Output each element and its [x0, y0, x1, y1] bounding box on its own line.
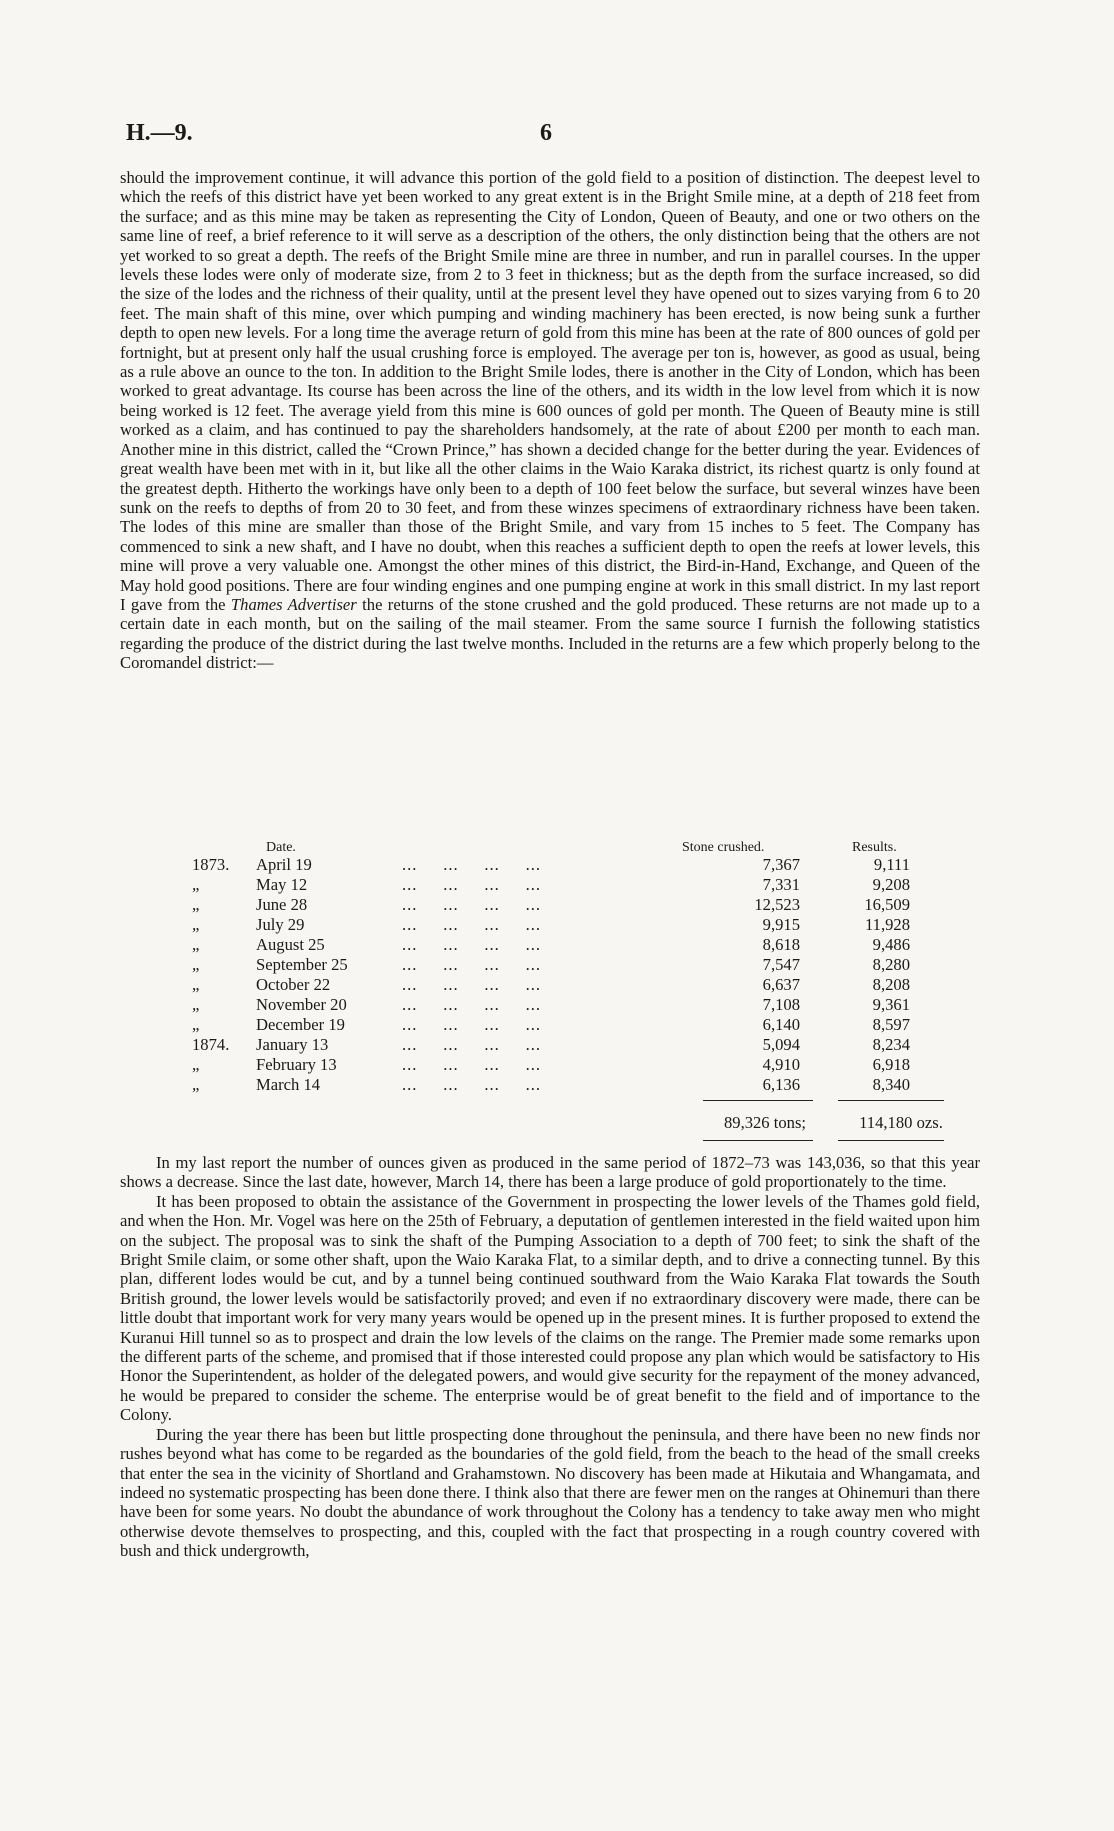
paragraph-mining-report: [120, 168, 980, 673]
table-row: „ July 29 ... ... ... ... 9,915 11,928: [192, 915, 910, 934]
table-row: „ September 25 ... ... ... ... 7,547 8,280: [192, 955, 910, 974]
document-reference: H.—9.: [126, 120, 193, 146]
header-date: Date.: [266, 840, 296, 855]
total-results: 114,180 ozs.: [859, 1113, 943, 1132]
table-row: „ November 20 ... ... ... ... 7,108 9,361: [192, 995, 910, 1014]
table-row: 1873. April 19 ... ... ... ... 7,367 9,111: [192, 855, 910, 874]
table-row: „ June 28 ... ... ... ... 12,523 16,509: [192, 895, 910, 914]
page-number: 6: [540, 120, 552, 146]
paragraph-text: the returns of the stone crushed and the gold produced. These returns are not made up to a certain date in each month, but on the sailing of the mail steamer. From the same source I furnish the following statistics regarding the produce of the district during the last twelve months. Included in the returns are a few which properly belong to the Coromandel district:—: [120, 594, 980, 673]
header-stone-crushed: Stone crushed.: [682, 840, 765, 855]
total-underline-stone: [703, 1140, 813, 1141]
paragraph-text: should the improvement continue, it will advance this portion of the gold field to a position of distinction. The deepest level to which the reefs of this district have yet been worked to any great extent is in the Bright Smile mine, at a depth of 218 feet from the surface; and as this mine may be taken as representing the City of London, Queen of Beauty, and one or two others on the same line of reef, a brief reference to it will serve as a description of the others, the only distinction being that the others are not yet worked to so great a depth. The reefs of the Bright Smile mine are three in number, and run in parallel courses. In the upper levels these lodes were only of moderate size, from 2 to 3 feet in thickness; but as the depth from the surface increased, so did the size of the lodes and the richness of their quality, until at the present level they have opened out to sizes varying from 6 to 20 feet. The main shaft of this mine, over which pumping and winding machinery has been erected, is now being sunk a further depth to open new levels. For a long time the average return of gold from this mine has been at the rate of 800 ounces of gold per fortnight, but at present only half the usual crushing force is employed. The average per ton is, however, as good as usual, being as a rule above an ounce to the ton. In addition to the Bright Smile lodes, there is another in the City of London, which has been worked to great advantage. Its course has been across the line of the others, and its width in the low level from which it is now being worked is 12 feet. The average yield from this mine is 600 ounces of gold per month. The Queen of Beauty mine is still worked as a claim, and has continued to pay the shareholders handsomely, at the rate of about £200 per month to each man. Another mine in this district, called the “Crown Prince,” has shown a decided change for the better during the year. Evidences of great wealth have been met with in it, but like all the other claims in the Waio Karaka district, its richest quartz is only found at the greatest depth. Hitherto the workings have only been to a depth of 100 feet below the surface, but several winzes have been sunk on the reefs to depths of from 20 to 30 feet, and from these winzes specimens of extraordinary richness have been taken. The lodes of this mine are smaller than those of the Bright Smile, and vary from 15 inches to 5 feet. The Company has commenced to sink a new shaft, and I have no doubt, when this reaches a sufficient depth to open the reefs at lower levels, this mine will prove a very valuable one. Amongst the other mines of this district, the Bird-in-Hand, Exchange, and Queen of the May hold good positions. There are four winding engines and one pumping engine at work in this small district. In my last report I gave from the: [120, 168, 980, 614]
total-stone-crushed: 89,326 tons;: [723, 1113, 807, 1132]
total-rule-results: [838, 1100, 944, 1101]
paragraph-decrease: In my last report the number of ounces given as produced in the same period of 1872–73 was 143,036, so that this year shows a decrease. Since the last date, however, March 14, there has been a large produce of gold proportionately to the time.: [120, 1153, 980, 1192]
table-row: „ March 14 ... ... ... ... 6,136 8,340: [192, 1075, 910, 1094]
table-row: 1874. January 13 ... ... ... ... 5,094 8,234: [192, 1035, 910, 1054]
table-row: „ August 25 ... ... ... ... 8,618 9,486: [192, 935, 910, 954]
table-row: „ October 22 ... ... ... ... 6,637 8,208: [192, 975, 910, 994]
newspaper-title: Thames Advertiser: [230, 594, 357, 614]
table-row: „ May 12 ... ... ... ... 7,331 9,208: [192, 875, 910, 894]
paragraph-prospecting: During the year there has been but little prospecting done throughout the peninsula, and there have been no new finds nor rushes beyond what has come to be regarded as the boundaries of the gold field, from the beach to the head of the small creeks that enter the sea in the vicinity of Shortland and Grahamstown. No discovery has been made at Hikutaia and Whangamata, and indeed no systematic prospecting has been done there. I think also that there are fewer men on the ranges at Ohinemuri than there have been for some years. No doubt the abundance of work throughout the Colony has a tendency to take away men who might otherwise devote themselves to prospecting, and this, coupled with the fact that prospecting in a rough country covered with bush and thick undergrowth,: [120, 1424, 980, 1561]
total-underline-results: [838, 1140, 944, 1141]
table-total-row: [0, 1113, 1114, 1133]
table-row: „ December 19 ... ... ... ... 6,140 8,597: [192, 1015, 910, 1034]
total-rule-stone: [703, 1100, 813, 1101]
body-text-lower: [120, 1153, 980, 1561]
paragraph-government-proposal: It has been proposed to obtain the assistance of the Government in prospecting the lower levels of the Thames gold field, and when the Hon. Mr. Vogel was here on the 25th of February, a deputation of gentlemen interested in the field waited upon him on the subject. The proposal was to sink the shaft of the Pumping Association to a depth of 700 feet; to sink the shaft of the Bright Smile claim, or some other shaft, upon the Waio Karaka Flat, to a similar depth, and to drive a connecting tunnel. By this plan, different lodes would be cut, and by a tunnel being continued southward from the Waio Karaka Flat towards the South British ground, the lower levels would be satisfactorily proved; and even if no extraordinary discovery were made, there can be little doubt that important work for very many years would be opened up in the present mines. It is further proposed to extend the Kuranui Hill tunnel so as to prospect and drain the low levels of the claims on the range. The Premier made some remarks upon the different parts of the scheme, and promised that if those interested could propose any plan which would be satisfactory to His Honor the Superintendent, as holder of the delegated powers, and would give security for the repayment of the money advanced, he would be prepared to consider the scheme. The enterprise would be of great benefit to the field and of importance to the Colony.: [120, 1191, 980, 1425]
header-results: Results.: [852, 840, 897, 855]
table-row: „ February 13 ... ... ... ... 4,910 6,918: [192, 1055, 910, 1074]
